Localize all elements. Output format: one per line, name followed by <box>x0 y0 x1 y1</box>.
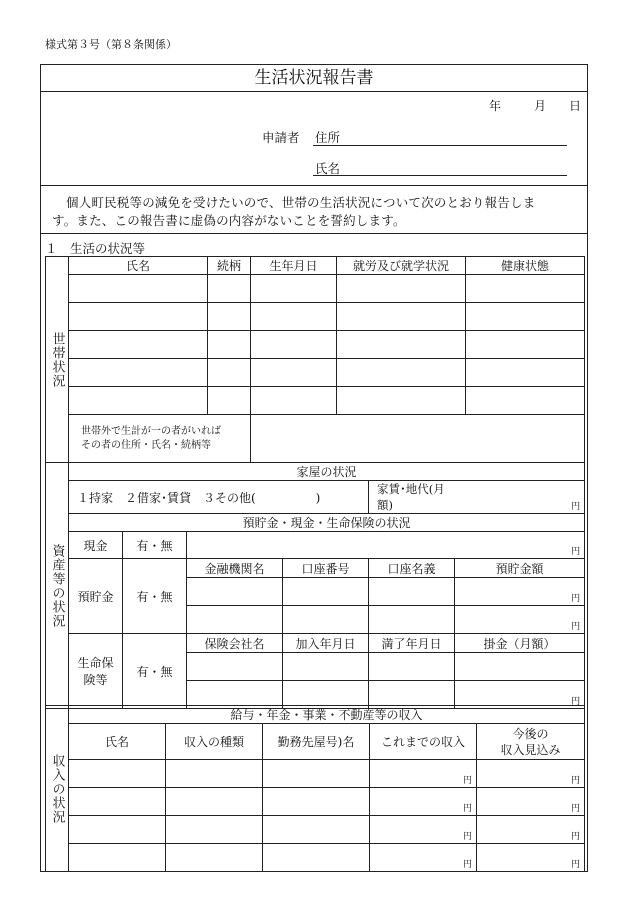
income-header: 給与・年金・事業・不動産等の収入 <box>69 706 585 724</box>
bank-header-holder: 口座名義 <box>369 559 455 578</box>
income-col-employer: 勤務先屋号)名 <box>263 724 370 760</box>
applicant-label: 申請者 <box>262 130 300 145</box>
household-side-label: 世帯状況 <box>46 257 69 463</box>
housing-header: 家屋の状況 <box>69 463 585 481</box>
table-row <box>46 275 585 303</box>
bank-header-account: 口座番号 <box>283 559 369 578</box>
col-header-name: 氏名 <box>69 257 208 275</box>
date-month-label: 月 <box>534 99 547 113</box>
table-row <box>46 359 585 387</box>
income-side-label: 収入の状況 <box>46 706 69 872</box>
income-col-type: 収入の種類 <box>166 724 263 760</box>
income-col-past: これまでの収入 <box>370 724 477 760</box>
insurance-header-company: 保険会社名 <box>187 634 283 653</box>
col-header-birthdate: 生年月日 <box>251 257 337 275</box>
table-row: 円 円 <box>46 760 585 788</box>
divider <box>40 233 588 234</box>
col-header-relation: 続柄 <box>208 257 251 275</box>
assets-side-label: 資産等の状況 <box>46 463 69 709</box>
table-row: 円 <box>46 606 585 634</box>
name-label: 氏名 <box>315 161 341 176</box>
declaration-text <box>52 194 578 230</box>
deposit-label: 預貯金 <box>69 559 123 634</box>
date-year-label: 年 <box>489 99 502 113</box>
table-row <box>46 387 585 415</box>
table-row: 円 <box>46 681 585 709</box>
table-row <box>46 303 585 331</box>
household-table <box>45 256 585 463</box>
insurance-yes-no[interactable]: 有・無 <box>123 634 187 709</box>
cash-amount[interactable]: 円 <box>187 532 585 559</box>
insurance-header-premium: 掛金（月額） <box>455 634 585 653</box>
declaration-line-2: す。また、この報告書に虚偽の内容がないことを誓約します。 <box>52 213 406 228</box>
col-header-health: 健康状態 <box>466 257 585 275</box>
address-field[interactable] <box>313 145 567 146</box>
page-title: 生活状況報告書 <box>40 64 588 92</box>
separate-household-note: 世帯外で生計が一の者がいれば その者の住所・氏名・続柄等 <box>69 415 251 463</box>
bank-header-amount: 預貯金額 <box>455 559 585 578</box>
cash-label: 現金 <box>69 532 123 559</box>
bank-header-name: 金融機関名 <box>187 559 283 578</box>
table-row: 円 <box>46 578 585 606</box>
section-title: １ 生活の状況等 <box>45 241 146 256</box>
address-label: 住所 <box>315 130 341 145</box>
table-row <box>46 331 585 359</box>
table-row: 円 円 <box>46 816 585 844</box>
insurance-header-expiry: 満了年月日 <box>369 634 455 653</box>
income-table <box>45 705 585 872</box>
cash-yes-no[interactable]: 有・無 <box>123 532 187 559</box>
divider <box>40 185 588 186</box>
income-col-name: 氏名 <box>69 724 166 760</box>
declaration-line-1: 個人町民税等の減免を受けたいので、世帯の生活状況について次のとおり報告しま <box>66 195 536 210</box>
name-field[interactable] <box>313 175 567 176</box>
table-row: 円 円 <box>46 788 585 816</box>
deposit-yes-no[interactable]: 有・無 <box>123 559 187 634</box>
assets-table <box>45 462 585 709</box>
form-number: 様式第３号（第８条関係） <box>45 38 177 51</box>
insurance-header-join: 加入年月日 <box>283 634 369 653</box>
income-col-future: 今後の 収入見込み <box>477 724 585 760</box>
insurance-label: 生命保 険等 <box>69 634 123 709</box>
rent-yen[interactable]: 円 <box>455 481 585 514</box>
rent-label: 家賃･地代(月額) <box>369 481 455 514</box>
date-day-label: 日 <box>569 99 582 113</box>
housing-options[interactable]: １持家 ２借家･賃貸 ３その他( ) <box>69 481 369 514</box>
separate-household-field[interactable] <box>251 415 585 463</box>
col-header-employment: 就労及び就学状況 <box>337 257 466 275</box>
table-row: 円 円 <box>46 844 585 872</box>
savings-header: 預貯金・現金・生命保険の状況 <box>69 514 585 532</box>
